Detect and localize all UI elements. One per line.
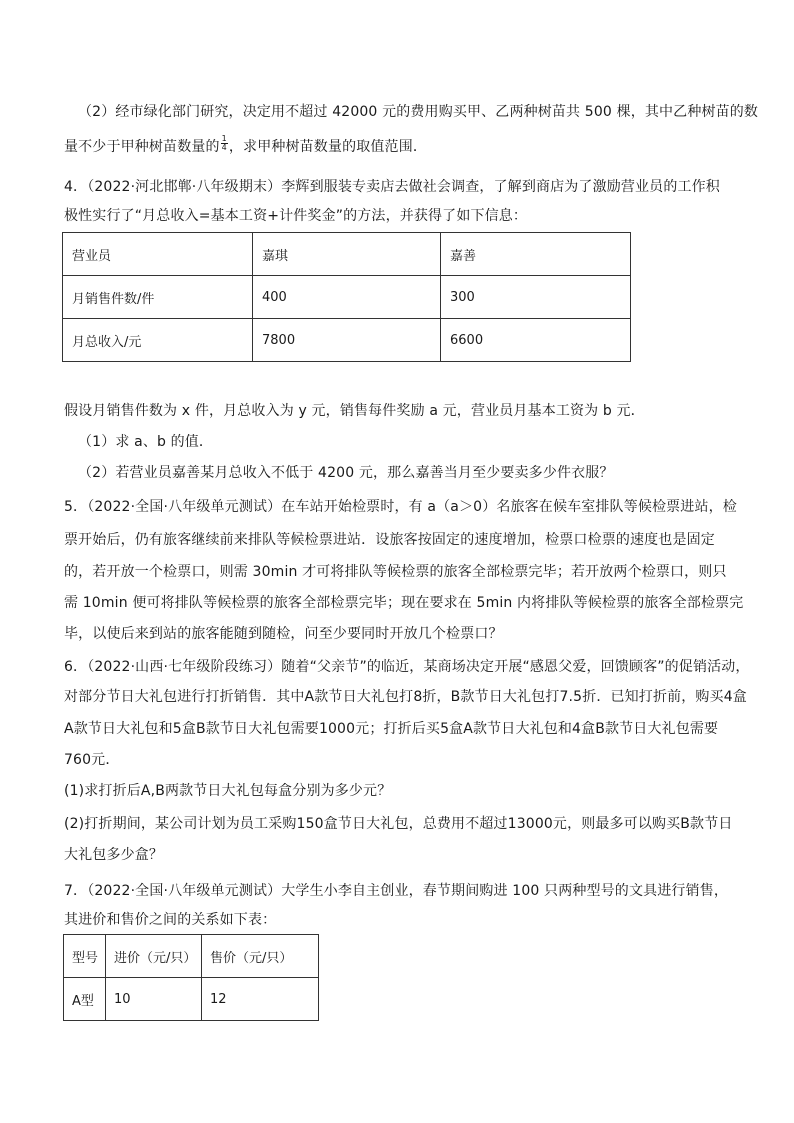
q5-line3: 的，若开放一个检票口，则需 30min 才可将排队等候检票的旅客全部检票完毕；若开放两个检票口，则只 [64,564,727,580]
q3-part2-line2 [64,133,428,157]
fraction-denominator: 4 [221,142,227,152]
table-row [63,319,631,362]
table-cell: 营业员 [63,233,253,276]
table-cell: 月总收入/元 [63,319,253,362]
q6-line2: 对部分节日大礼包进行打折销售．其中A款节日大礼包打8折，B款节日大礼包打7.5折．已知打折前，购买4盒 [64,689,747,705]
q3-part2-line2-after: ，求甲种树苗数量的取值范围． [228,139,428,155]
q7-line2: 其进价和售价之间的关系如下表： [64,912,277,928]
table-row [63,276,631,319]
table-row [64,978,319,1021]
q6-line3: A款节日大礼包和5盒B款节日大礼包需要1000元；打折后买5盒A款节日大礼包和4盒B款节日大礼包需要 [64,721,719,737]
q6-part2: (2)打折期间，某公司计划为员工采购150盒节日大礼包，总费用不超过13000元，则最多可以购买B款节日 [64,816,733,832]
table-row [64,935,319,978]
q6-line4: 760元． [64,752,120,768]
q4-part1: （1）求 a、b 的值． [78,434,214,450]
q6-part1: (1)求打折后A,B两款节日大礼包每盒分别为多少元？ [64,783,392,799]
q7-price-table [63,934,319,1021]
q3-part2-line1: （2）经市绿化部门研究，决定用不超过 42000 元的费用购买甲、乙两种树苗共 500 棵，其中乙种树苗的数 [78,104,759,120]
q6-part2-continued: 大礼包多少盒？ [64,847,164,863]
fraction-numerator: 1 [221,133,227,143]
q4-line2: 极性实行了“月总收入=基本工资+计件奖金”的方法，并获得了如下信息： [64,208,528,224]
table-cell: 嘉善 [441,233,631,276]
table-cell: 售价（元/只） [202,935,319,978]
table-cell: 7800 [253,319,441,362]
q4-line1: 4．（2022·河北邯郸·八年级期末）李辉到服装专卖店去做社会调查，了解到商店为了激励营业员的工作积 [64,179,720,195]
q6-line1: 6．（2022·山西·七年级阶段练习）随着“父亲节”的临近，某商场决定开展“感恩父爱，回馈顾客”的促销活动， [64,659,750,675]
table-cell: 型号 [64,935,106,978]
table-row [63,233,631,276]
q3-part2-line2-before: 量不少于甲种树苗数量的 [64,139,220,155]
table-cell: 300 [441,276,631,319]
q5-line5: 毕，以使后来到站的旅客能随到随检，问至少要同时开放几个检票口？ [64,626,503,642]
q4-part2: （2）若营业员嘉善某月总收入不低于 4200 元，那么嘉善当月至少要卖多少件衣服？ [78,465,614,481]
table-cell: 10 [106,978,202,1021]
q5-line4: 需 10min 便可将排队等候检票的旅客全部检票完毕；现在要求在 5min 内将排队等候检票的旅客全部检票完 [64,595,744,611]
q4-sales-table [62,232,631,362]
table-cell: A型 [64,978,106,1021]
q7-line1: 7．（2022·全国·八年级单元测试）大学生小李自主创业，春节期间购进 100 只两种型号的文具进行销售， [64,883,729,899]
q5-line2: 票开始后，仍有旅客继续前来排队等候检票进站．设旅客按固定的速度增加，检票口检票的速度也是固定 [64,532,715,548]
q4-assumption: 假设月销售件数为 x 件，月总收入为 y 元，销售每件奖励 a 元，营业员月基本工资为 b 元． [64,403,645,419]
table-cell: 嘉琪 [253,233,441,276]
q5-line1: 5．（2022·全国·八年级单元测试）在车站开始检票时，有 a（a＞0）名旅客在候车室排队等候检票进站，检 [64,499,737,515]
table-cell: 进价（元/只） [106,935,202,978]
fraction-one-quarter [221,135,228,152]
table-cell: 月销售件数/件 [63,276,253,319]
table-cell: 12 [202,978,319,1021]
table-cell: 6600 [441,319,631,362]
table-cell: 400 [253,276,441,319]
